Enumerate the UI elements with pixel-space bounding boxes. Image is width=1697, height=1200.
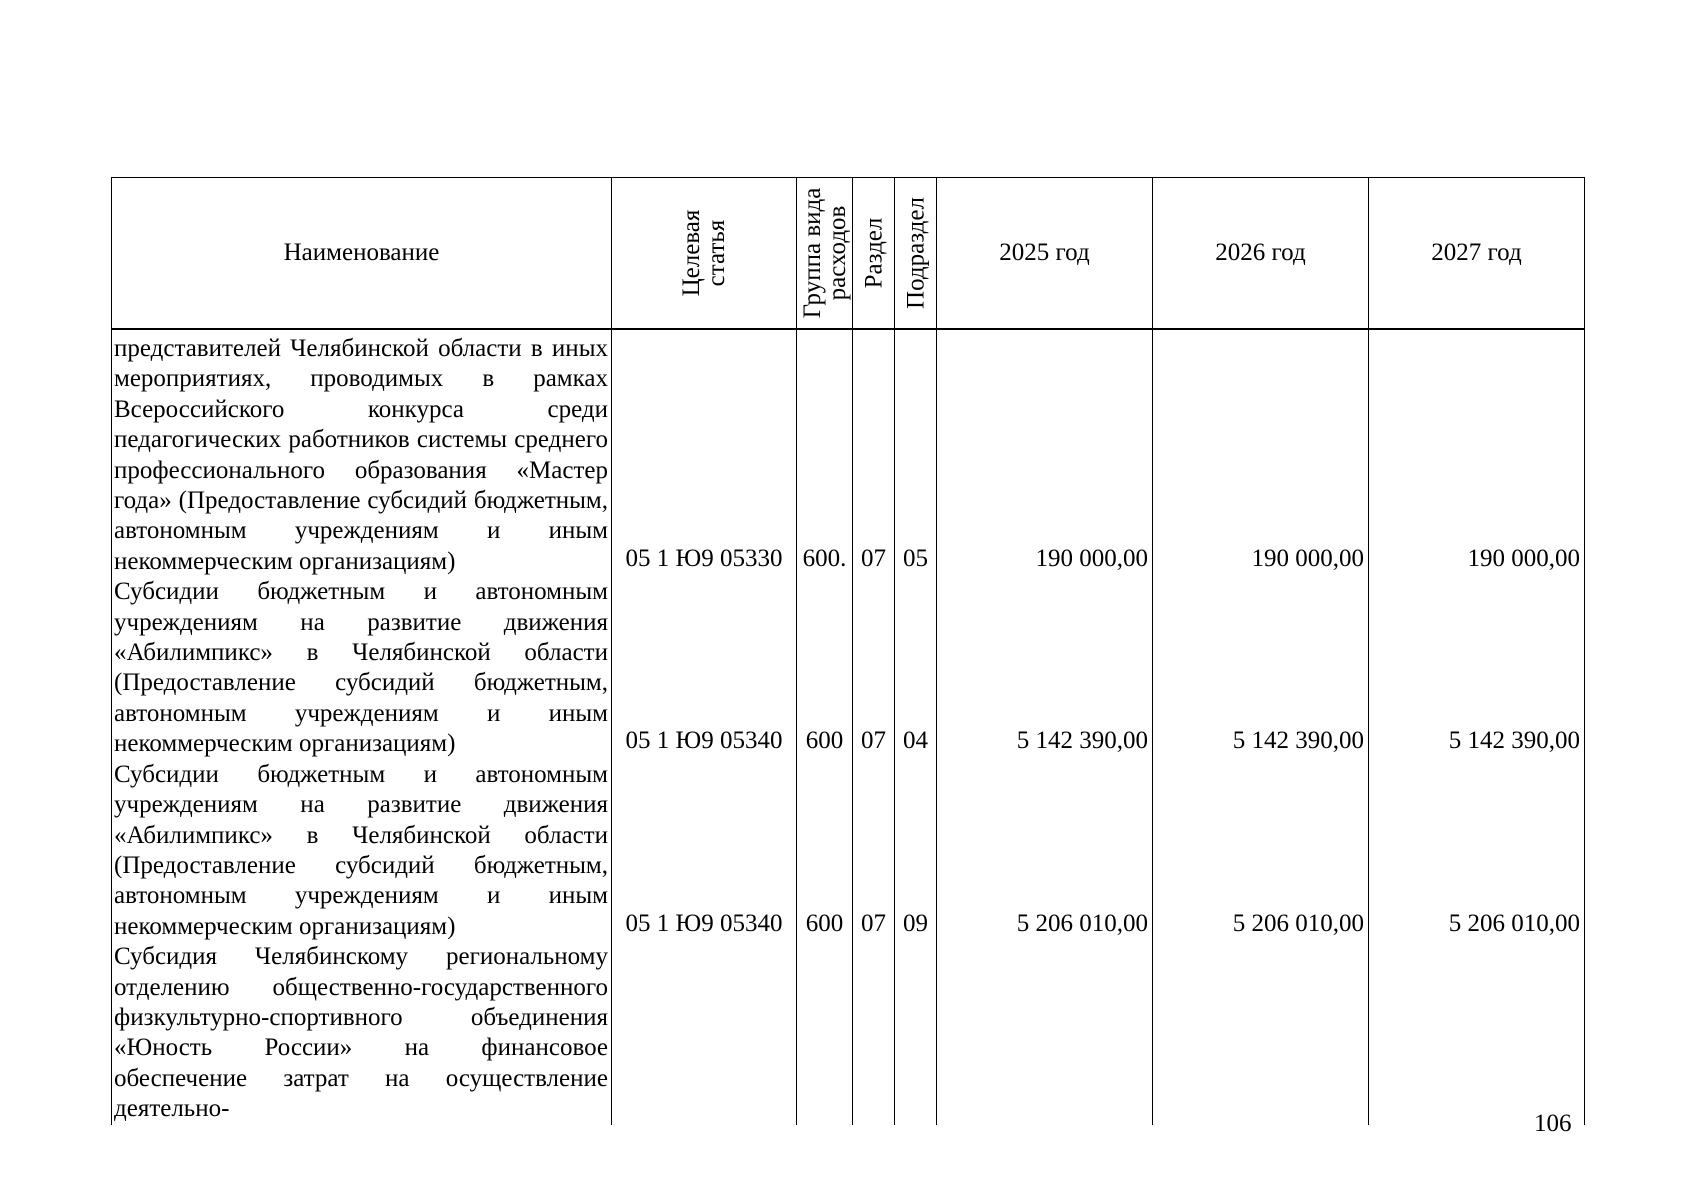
row-expense-group xyxy=(797,942,853,1124)
row-2025: 5 206 010,00 xyxy=(937,760,1153,942)
header-name: Наименование xyxy=(112,178,612,330)
row-expense-group: 600 xyxy=(797,577,853,759)
row-expense-group: 600 xyxy=(797,760,853,942)
row-subsection: 05 xyxy=(895,329,937,577)
header-subsection xyxy=(895,178,937,330)
row-section xyxy=(853,942,895,1124)
row-2025 xyxy=(937,942,1153,1124)
table-row xyxy=(112,942,1585,1124)
header-expense-group-label: Группа вида расходов xyxy=(798,187,851,319)
header-section-label: Раздел xyxy=(860,217,887,289)
row-name: представителей Челябинской области в иных мероприятиях, проводимых в рамках Всероссийского конкурса среди педагогических работников системы среднего профессионального образования «Мастер года» (Предоставление субсидий бюджетным, автономным учреждениям и иным некоммерческим организациям) xyxy=(112,329,612,577)
row-expense-group: 600. xyxy=(797,329,853,577)
row-target-article: 05 1 Ю9 05340 xyxy=(612,577,797,759)
row-2027: 190 000,00 xyxy=(1369,329,1585,577)
row-2026: 5 206 010,00 xyxy=(1153,760,1369,942)
table-row xyxy=(112,577,1585,759)
page-number: 106 xyxy=(1534,1110,1572,1137)
row-target-article: 05 1 Ю9 05340 xyxy=(612,760,797,942)
row-2025: 5 142 390,00 xyxy=(937,577,1153,759)
row-name: Субсидии бюджетным и автономным учреждениям на развитие движения «Абилимпикс» в Челябинской области (Предоставление субсидий бюджетным, автономным учреждениям и иным некоммерческим организациям) xyxy=(112,760,612,942)
row-2026 xyxy=(1153,942,1369,1124)
row-2027 xyxy=(1369,942,1585,1124)
row-name: Субсидия Челябинскому региональному отделению общественно-государственного физкультурно-спортивного объединения «Юность России» на финансовое обеспечение затрат на осуществление деятельно- xyxy=(112,942,612,1124)
row-target-article: 05 1 Ю9 05330 xyxy=(612,329,797,577)
header-target-article-label: Целевая статья xyxy=(678,209,730,297)
row-2025: 190 000,00 xyxy=(937,329,1153,577)
header-subsection-label: Подраздел xyxy=(902,197,929,309)
row-2027: 5 206 010,00 xyxy=(1369,760,1585,942)
header-2026: 2026 год xyxy=(1153,178,1369,330)
table-row xyxy=(112,329,1585,577)
budget-table xyxy=(111,177,1585,1125)
row-target-article xyxy=(612,942,797,1124)
header-expense-group xyxy=(797,178,853,330)
header-2027: 2027 год xyxy=(1369,178,1585,330)
table-row xyxy=(112,760,1585,942)
row-subsection: 04 xyxy=(895,577,937,759)
row-2026: 5 142 390,00 xyxy=(1153,577,1369,759)
row-2026: 190 000,00 xyxy=(1153,329,1369,577)
header-target-article xyxy=(612,178,797,330)
row-name: Субсидии бюджетным и автономным учреждениям на развитие движения «Абилимпикс» в Челябинской области (Предоставление субсидий бюджетным, автономным учреждениям и иным некоммерческим организациям) xyxy=(112,577,612,759)
header-section xyxy=(853,178,895,330)
row-subsection xyxy=(895,942,937,1124)
row-subsection: 09 xyxy=(895,760,937,942)
row-2027: 5 142 390,00 xyxy=(1369,577,1585,759)
row-section: 07 xyxy=(853,329,895,577)
row-section: 07 xyxy=(853,577,895,759)
header-2025: 2025 год xyxy=(937,178,1153,330)
row-section: 07 xyxy=(853,760,895,942)
table-header-row xyxy=(112,178,1585,330)
